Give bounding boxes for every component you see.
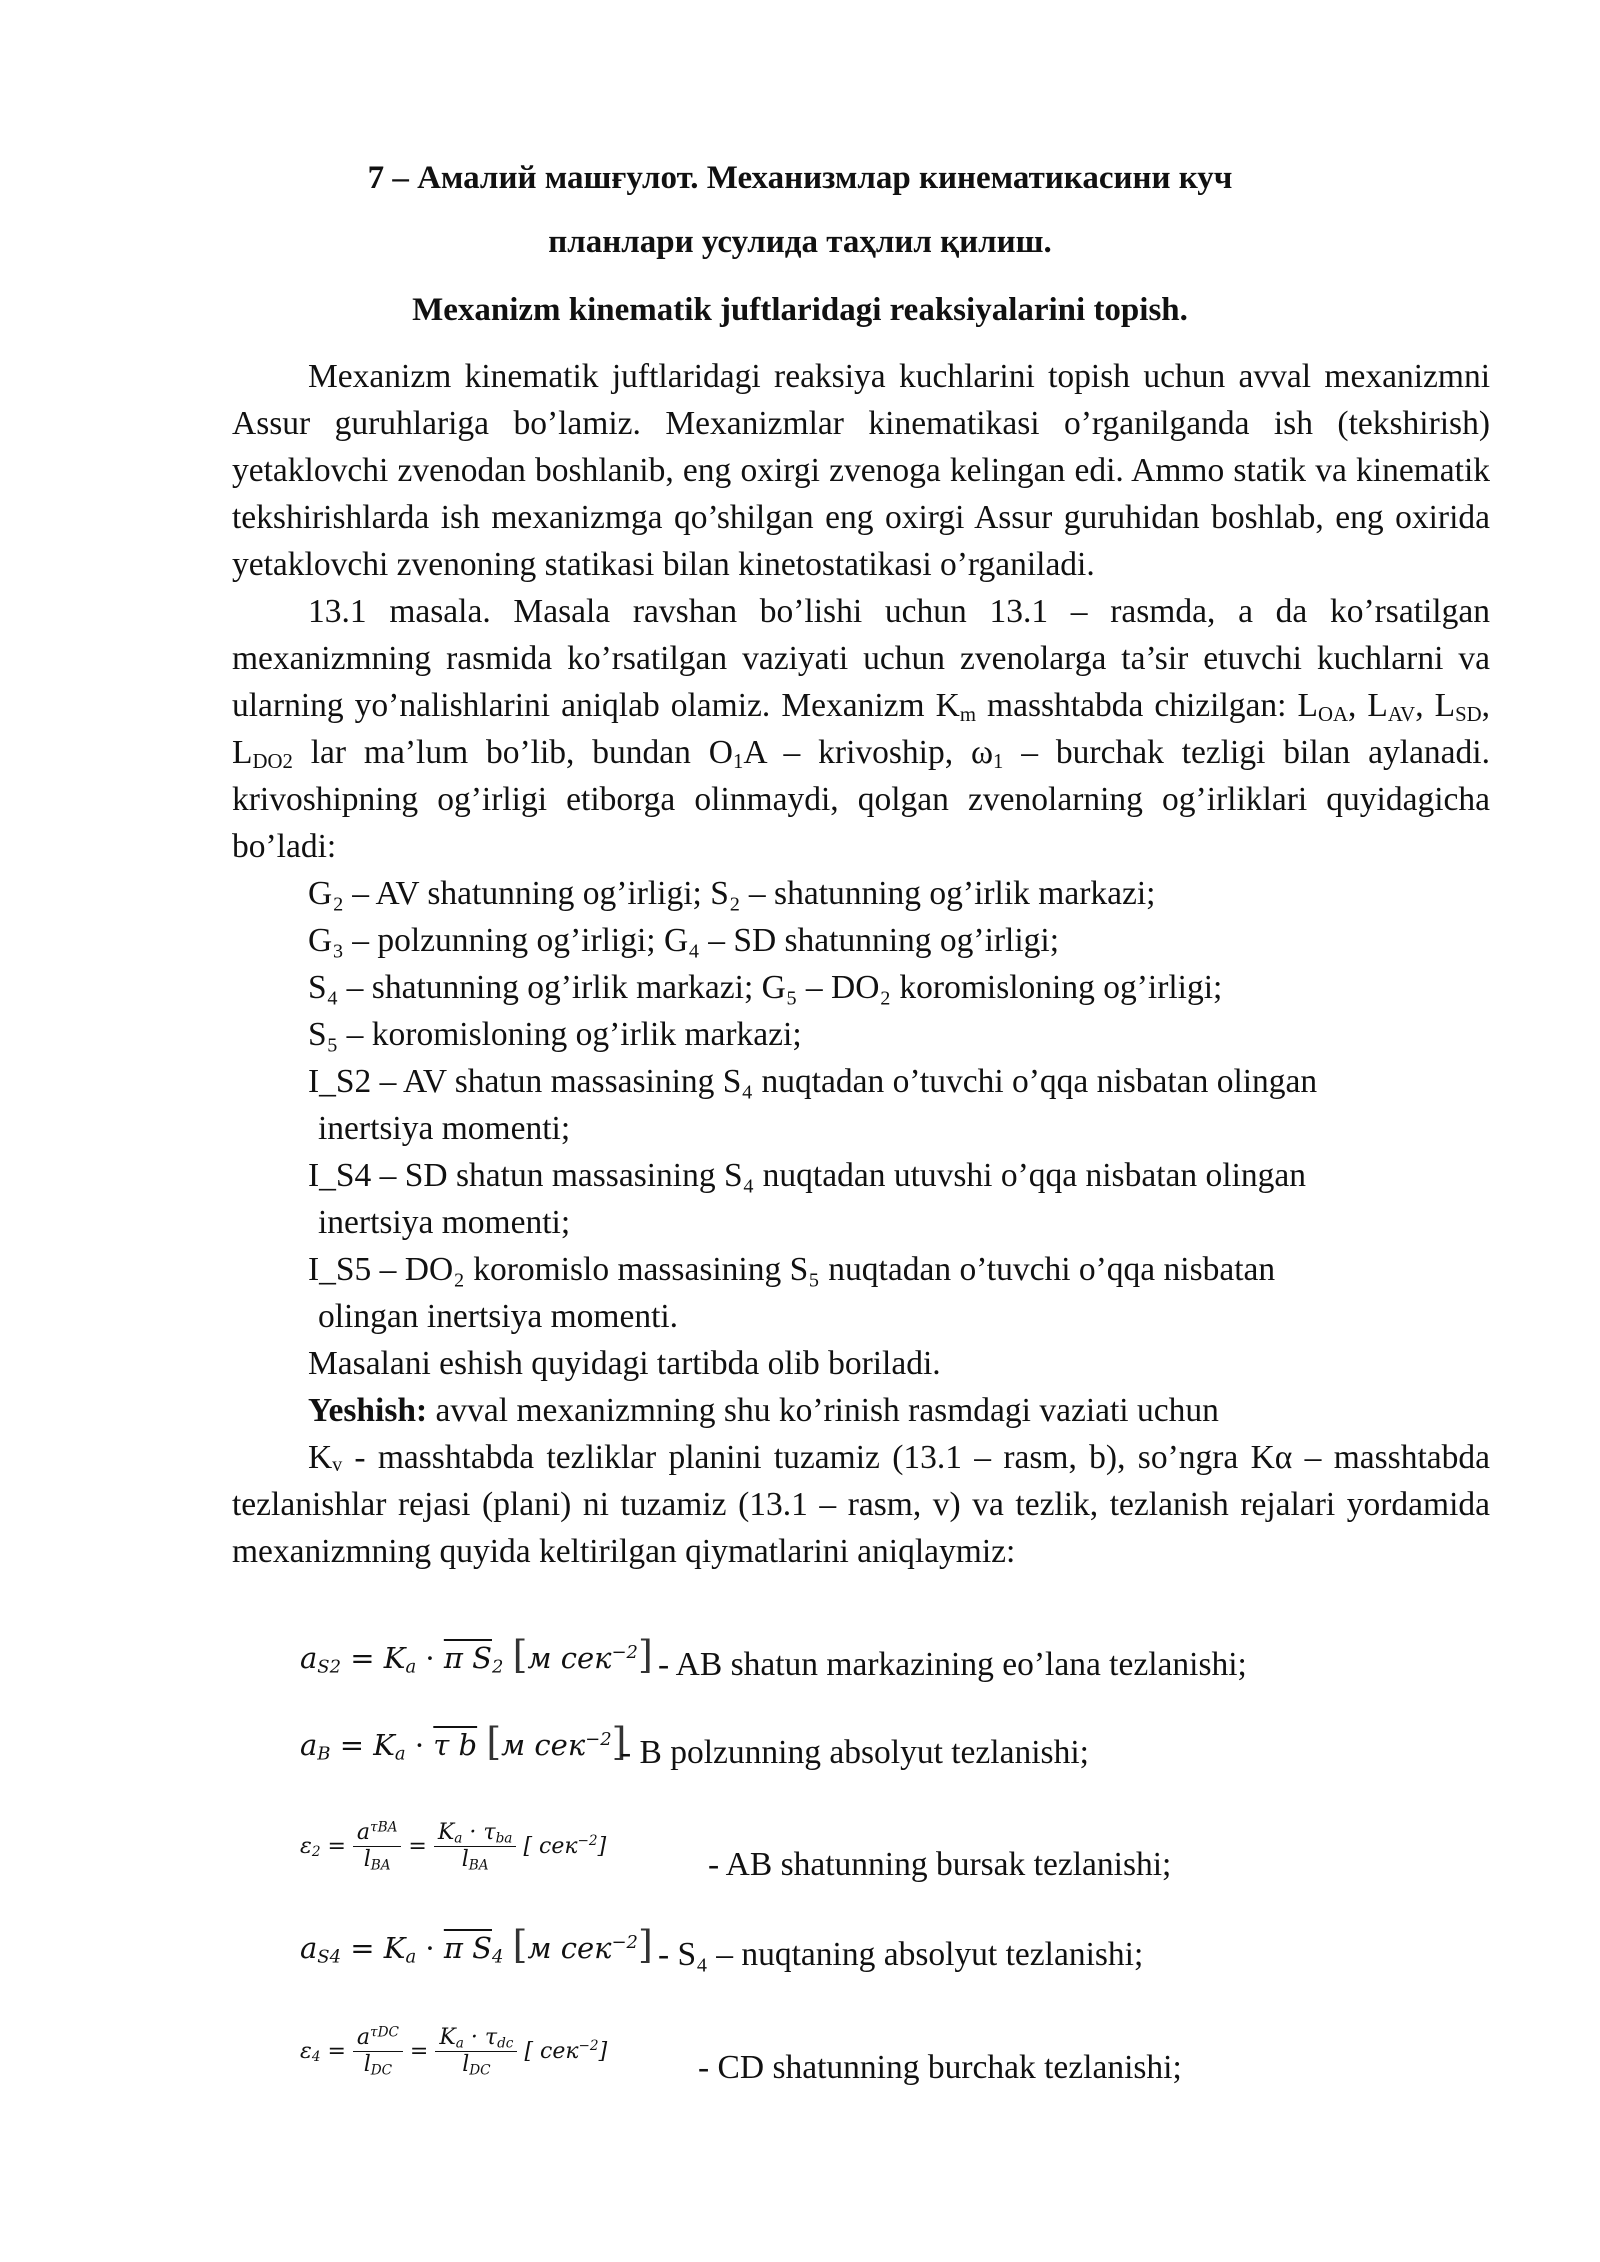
list-item-is4: I_S4 – SD shatun massasining S₄ nuqtadan utuvshi o’qqa nisbatan olingan [308, 1157, 1306, 1194]
paragraph-2: 13.1 masala. Masala ravshan bo’lishi uchun 13.1 – rasmda, a da ko’rsatilgan mexanizmning rasmida ko’rsatilgan vaziyati uchun zvenolarga ta’sir etuvchi kuchlarni va ularning yo’nalishlarini aniqlab olamiz. Mexanizm $K_m$ masshtabda chizilgan: $L_{OA}$, $L_{AV}$, $L_{SD}$, $L_{DO2}$ lar ma’lum bo’lib, bundan $O_1A$ – krivoship, $\omega_1$ – burchak tezligi bilan aylanadi. krivoshipning og’irligi etiborga olinmaydi, qolgan zvenolarning og’irliklari quyidagicha bo’ladi: [232, 593, 1490, 865]
list-item-s5: S₅ – koromisloning og’irlik markazi; [308, 1016, 802, 1053]
paragraph-4: Yeshish: avval mexanizmning shu ko’rinish rasmdagi vaziati uchun [308, 1392, 1219, 1429]
formula-a-s2-note: - AB shatun markazining eo’lana tezlanishi; [658, 1646, 1247, 1683]
formula-eps-2: $\varepsilon_2$ = $\frac{a^{\tau BA}}{l_{BA}}$ = $\frac{K_a \cdot \tau_{ba}}{l_{BA}}$ [ сек$^{-2}$] [300, 1819, 607, 1874]
list-item-is2: I_S2 – AV shatun massasining S₄ nuqtadan o’tuvchi o’qqa nisbatan olingan [308, 1063, 1318, 1100]
paragraph-5: Kᵥ - masshtabda tezliklar planini tuzamiz (13.1 – rasm, b), so’ngra Kα – masshtabda tezlanishlar rejasi (plani) ni tuzamiz (13.1 – rasm, v) va tezlik, tezlanish rejalari yordamida mexanizmning quyida keltirilgan qiymatlarini aniqlaymiz: [232, 1439, 1490, 1570]
formula-a-s4-note: - S₄ – nuqtaning absolyut tezlanishi; [658, 1936, 1144, 1973]
body-text [232, 353, 1490, 1575]
list-item-is5-cont: olingan inertsiya momenti. [318, 1298, 679, 1335]
list-item-g3: G₃ – polzunning og’irligi; G₄ – SD shatunning og’irligi; [308, 922, 1060, 959]
formula-a-b-note: - B polzunning absolyut tezlanishi; [620, 1734, 1089, 1771]
title-line-2: планлари усулида таҳлил қилиш. [548, 224, 1052, 260]
formula-a-b: $a_B = K_a \cdot \tau$ b [м сек$^{-2}$] [300, 1720, 627, 1765]
formula-eps-4: $\varepsilon_4$ = $\frac{a^{\tau DC}}{l_{DC}}$ = $\frac{K_a \cdot \tau_{dc}}{l_{DC}}$ [ сек$^{-2}$] [300, 2024, 608, 2079]
list-item-is5: I_S5 – DO₂ koromislo massasining S₅ nuqtadan o’tuvchi o’qqa nisbatan [308, 1251, 1276, 1288]
list-item-is4-cont: inertsiya momenti; [318, 1204, 571, 1241]
formula-a-s4: $a_{S4} = K_a \cdot \pi$ $S_4$ [м сек$^{-2}$] [300, 1923, 653, 1968]
formula-eps-2-note: - AB shatunning bursak tezlanishi; [708, 1846, 1172, 1883]
paragraph-1: Mexanizm kinematik juftlaridagi reaksiya kuchlarini topish uchun avval mexanizmni Assur guruhlariga bo’lamiz. Mexanizmlar kinematikasi o’rganilganda ish (tekshirish) yetaklovchi zvenodan boshlanib, eng oxirgi zvenoga kelingan edi. Ammo statik va kinematik tekshirishlarda ish mexanizmga qo’shilgan eng oxirgi Assur guruhidan boshlab, eng oxirida yetaklovchi zvenoning statikasi bilan kinetostatikasi o’rganiladi. [232, 358, 1490, 583]
title-line-1: 7 – Амалий машғулот. Механизмлар кинематикасини куч [367, 160, 1233, 196]
list-item-s4: S₄ – shatunning og’irlik markazi; G₅ – DO₂ koromisloning og’irligi; [308, 969, 1223, 1006]
formula-a-s2: $a_{S2} = K_a \cdot \pi$ $S_2$ [м сек$^{-2}$] [300, 1633, 653, 1678]
paragraph-3: Masalani eshish quyidagi tartibda olib boriladi. [308, 1345, 941, 1382]
list-item-is2-cont: inertsiya momenti; [318, 1110, 571, 1147]
list-item-g2: G₂ – AV shatunning og’irligi; S₂ – shatunning og’irlik markazi; [308, 875, 1156, 912]
formula-eps-4-note: - CD shatunning burchak tezlanishi; [698, 2049, 1182, 2086]
title-line-3: Mexanizm kinematik juftlaridagi reaksiyalarini topish. [412, 292, 1188, 328]
